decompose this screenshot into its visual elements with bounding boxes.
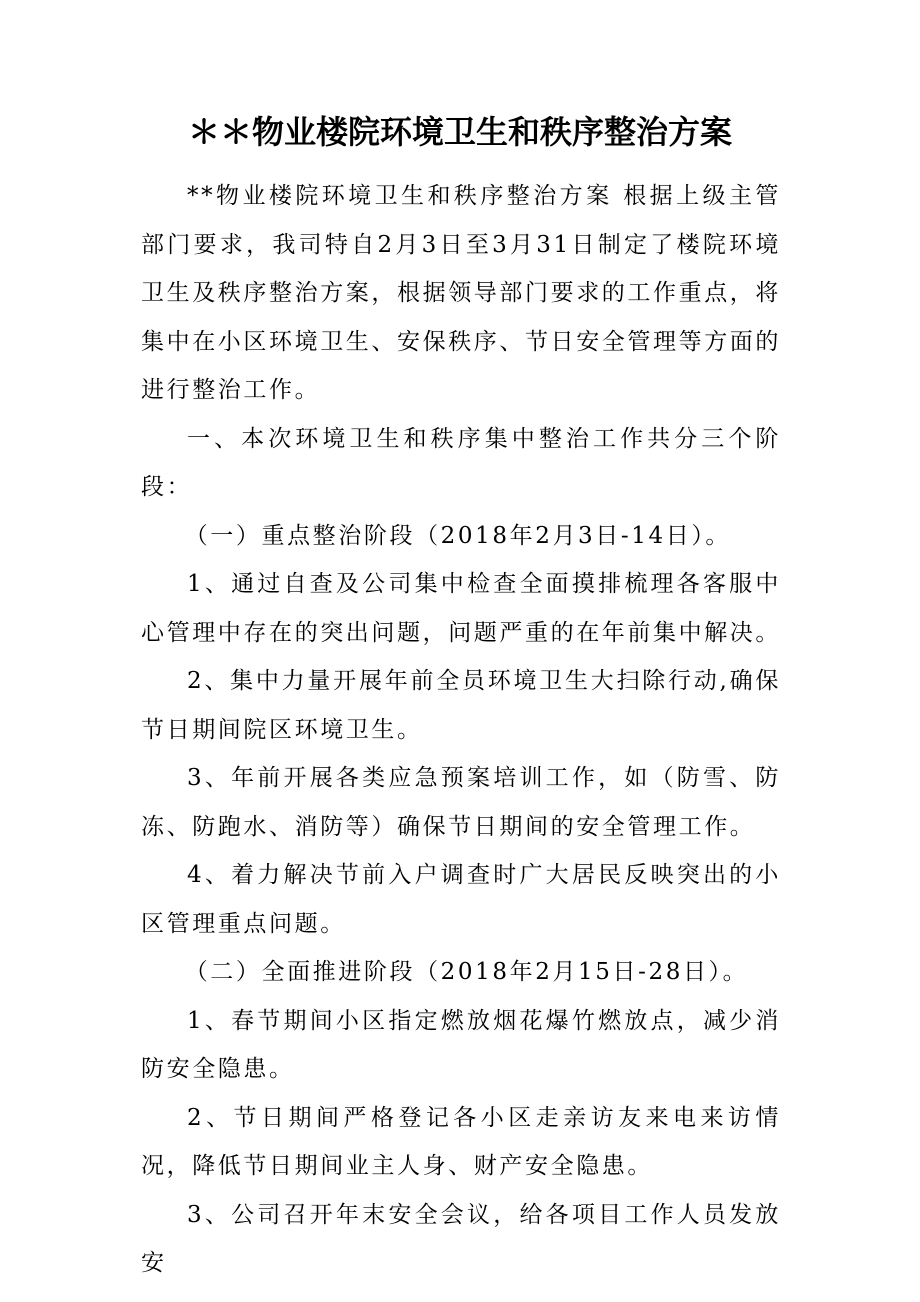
stage-one-item-1: 1、通过自查及公司集中检查全面摸排梳理各客服中心管理中存在的突出问题，问题严重的在年前集中解决。 bbox=[141, 571, 781, 646]
stage-two-item-1: 1、春节期间小区指定燃放烟花爆竹燃放点，减少消防安全隐患。 bbox=[141, 1007, 781, 1082]
stage-one-item-2: 2、集中力量开展年前全员环境卫生大扫除行动,确保节日期间院区环境卫生。 bbox=[141, 668, 781, 743]
stage-one-item-4: 4、着力解决节前入户调查时广大居民反映突出的小区管理重点问题。 bbox=[141, 862, 781, 937]
intro-paragraph: **物业楼院环境卫生和秩序整治方案 根据上级主管部门要求，我司特自2月3日至3月31日制定了楼院环境卫生及秩序整治方案，根据领导部门要求的工作重点，将集中在小区环境卫生、安保秩序、节日安全管理等方面的进行整治工作。 bbox=[141, 183, 781, 403]
stage-two-heading: （二）全面推进阶段（2018年2月15日-28日）。 bbox=[184, 959, 749, 985]
section-heading-stages: 一、本次环境卫生和秩序集中整治工作共分三个阶段： bbox=[141, 425, 781, 500]
stage-two-item-3: 3、公司召开年末安全会议，给各项目工作人员发放安 bbox=[141, 1201, 781, 1276]
stage-two-item-2: 2、节日期间严格登记各小区走亲访友来电来访情况，降低节日期间业主人身、财产安全隐患。 bbox=[141, 1104, 781, 1179]
document-title: ＊＊物业楼院环境卫生和秩序整治方案 bbox=[187, 113, 732, 151]
document-body bbox=[141, 172, 781, 1288]
stage-one-heading: （一）重点整治阶段（2018年2月3日-14日）。 bbox=[184, 522, 732, 549]
stage-one-item-3: 3、年前开展各类应急预案培训工作，如（防雪、防冻、防跑水、消防等）确保节日期间的安全管理工作。 bbox=[141, 765, 781, 840]
